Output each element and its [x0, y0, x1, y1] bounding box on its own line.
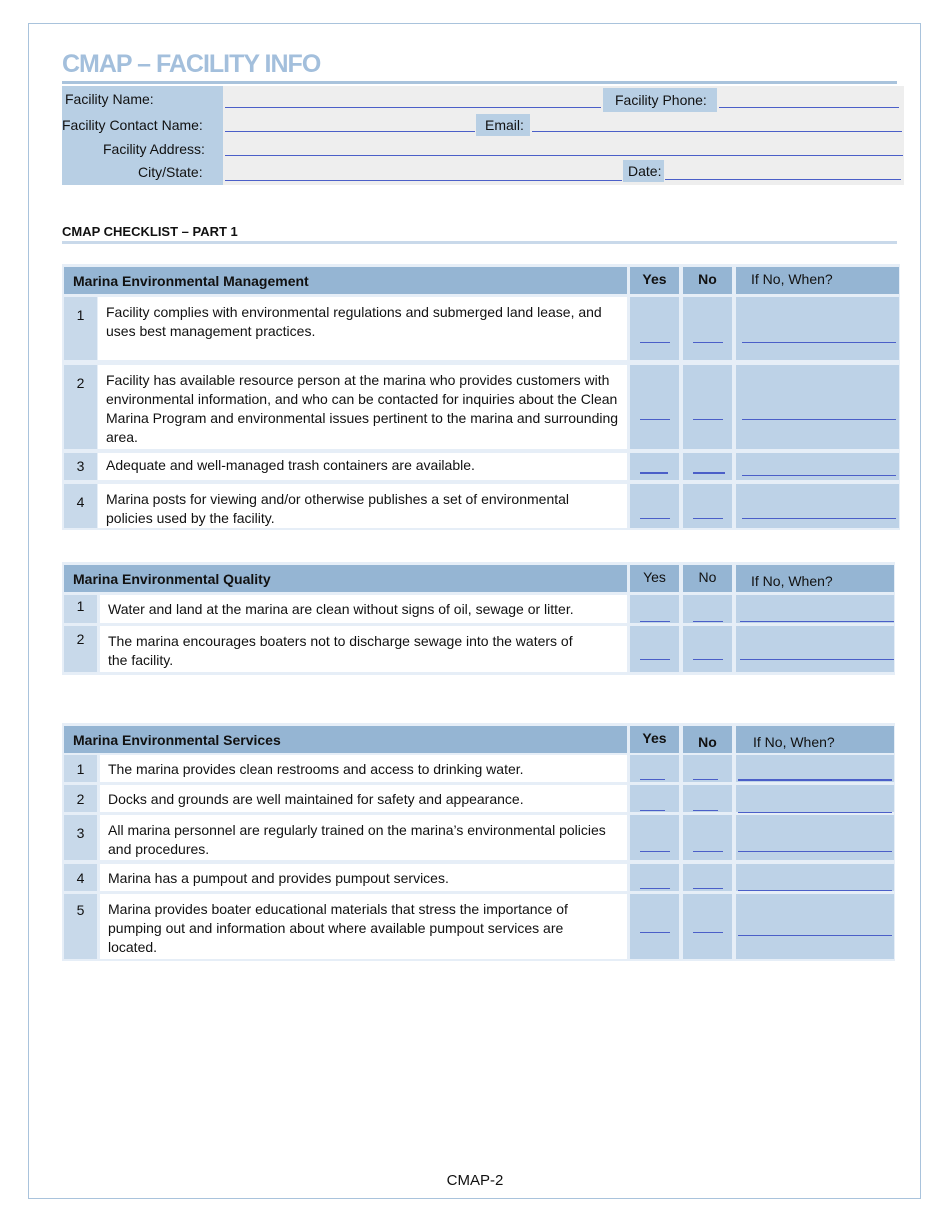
when-cell[interactable]: [736, 894, 894, 959]
row-number: 3: [64, 815, 97, 860]
row-number: 4: [64, 864, 97, 891]
item-text: Adequate and well-managed trash containers are available.: [98, 453, 627, 480]
table-title: Marina Environmental Quality: [64, 565, 627, 592]
contact-name-field[interactable]: [225, 131, 475, 132]
checklist-table-management: [62, 264, 900, 530]
no-cell[interactable]: [683, 894, 732, 959]
yes-cell[interactable]: [630, 365, 679, 449]
contact-name-label: Facility Contact Name:: [62, 117, 203, 133]
item-text: Marina posts for viewing and/or otherwise publishes a set of environmental policies used by the facility.: [98, 484, 627, 528]
item-text: Facility complies with environmental regulations and submerged land lease, and uses best management practices.: [98, 297, 627, 360]
no-cell[interactable]: [683, 815, 732, 860]
when-cell[interactable]: [736, 365, 899, 449]
checklist-table-services: [62, 723, 895, 961]
row-number: 1: [64, 297, 97, 360]
yes-header: Yes: [630, 565, 679, 592]
address-label: Facility Address:: [103, 141, 205, 157]
yes-cell[interactable]: [630, 626, 679, 672]
no-cell[interactable]: [683, 785, 732, 812]
yes-cell[interactable]: [630, 815, 679, 860]
when-header: If No, When?: [736, 267, 899, 294]
yes-cell[interactable]: [630, 864, 679, 891]
when-cell[interactable]: [736, 484, 899, 528]
facility-fields-area: [223, 86, 904, 185]
section-divider: [62, 241, 897, 244]
yes-cell[interactable]: [630, 453, 679, 480]
no-cell[interactable]: [683, 484, 732, 528]
when-header: If No, When?: [736, 565, 894, 592]
yes-cell[interactable]: [630, 484, 679, 528]
row-number: 2: [64, 785, 97, 812]
address-field[interactable]: [225, 155, 903, 156]
no-cell[interactable]: [683, 365, 732, 449]
no-header: No: [683, 565, 732, 592]
row-number: 2: [64, 365, 97, 449]
row-number: 3: [64, 453, 97, 480]
no-cell[interactable]: [683, 864, 732, 891]
no-header: No: [683, 726, 732, 753]
city-state-field[interactable]: [225, 180, 622, 181]
item-text: All marina personnel are regularly trained on the marina’s environmental policies and procedures.: [100, 815, 627, 860]
city-state-label: City/State:: [138, 164, 203, 180]
facility-name-label: Facility Name:: [65, 91, 154, 107]
item-text: The marina encourages boaters not to discharge sewage into the waters of the facility.: [100, 626, 627, 672]
item-text: The marina provides clean restrooms and access to drinking water.: [100, 755, 627, 782]
date-label: Date:: [628, 163, 662, 179]
item-text: Docks and grounds are well maintained for safety and appearance.: [100, 785, 627, 812]
yes-cell[interactable]: [630, 595, 679, 623]
when-cell[interactable]: [736, 453, 899, 480]
when-cell[interactable]: [736, 864, 894, 891]
no-cell[interactable]: [683, 755, 732, 782]
yes-cell[interactable]: [630, 755, 679, 782]
item-text: Marina provides boater educational materials that stress the importance of pumping out and information about where available pumpout services are located.: [100, 894, 627, 959]
yes-header: Yes: [630, 267, 679, 294]
table-title: Marina Environmental Management: [64, 267, 627, 294]
when-cell[interactable]: [736, 755, 894, 782]
facility-phone-field[interactable]: [719, 107, 899, 108]
checklist-table-quality: [62, 562, 895, 675]
email-field[interactable]: [532, 131, 902, 132]
item-text: Marina has a pumpout and provides pumpout services.: [100, 864, 627, 891]
no-cell[interactable]: [683, 453, 732, 480]
yes-cell[interactable]: [630, 785, 679, 812]
yes-cell[interactable]: [630, 297, 679, 360]
email-label: Email:: [485, 117, 524, 133]
when-header: If No, When?: [736, 726, 894, 753]
row-number: 1: [64, 755, 97, 782]
when-cell[interactable]: [736, 626, 894, 672]
when-cell[interactable]: [736, 785, 894, 812]
yes-header: Yes: [630, 726, 679, 753]
when-cell[interactable]: [736, 297, 899, 360]
when-cell[interactable]: [736, 815, 894, 860]
no-cell[interactable]: [683, 626, 732, 672]
page-title: CMAP – FACILITY INFO: [62, 50, 321, 78]
row-number: 2: [64, 626, 97, 672]
yes-cell[interactable]: [630, 894, 679, 959]
section-heading: CMAP CHECKLIST – PART 1: [62, 224, 238, 239]
table-title: Marina Environmental Services: [64, 726, 627, 753]
title-divider: [62, 81, 897, 84]
row-number: 5: [64, 894, 97, 959]
no-cell[interactable]: [683, 297, 732, 360]
item-text: Facility has available resource person at the marina who provides customers with environmental information, and who can be contacted for inquiries about the Clean Marina Program and environmental issues pertinent to the marina and surrounding area.: [98, 365, 627, 449]
row-number: 4: [64, 484, 97, 528]
no-header: No: [683, 267, 732, 294]
facility-name-field[interactable]: [225, 107, 601, 108]
when-cell[interactable]: [736, 595, 894, 623]
date-field[interactable]: [665, 179, 901, 180]
page-footer: CMAP-2: [446, 1172, 504, 1189]
row-number: 1: [64, 595, 97, 623]
item-text: Water and land at the marina are clean without signs of oil, sewage or litter.: [100, 595, 627, 623]
no-cell[interactable]: [683, 595, 732, 623]
facility-phone-label: Facility Phone:: [615, 92, 707, 108]
